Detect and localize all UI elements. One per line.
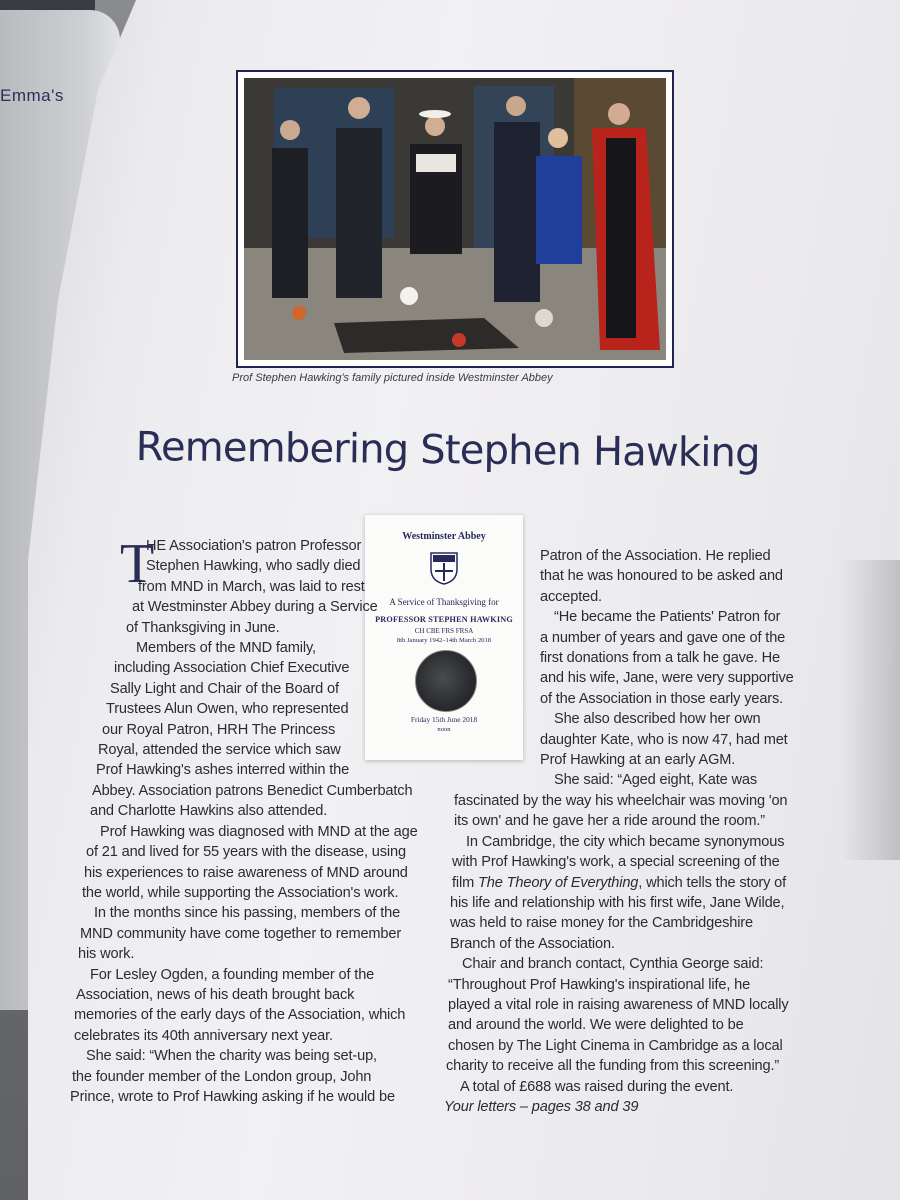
order-title: Westminster Abbey [402, 531, 486, 542]
text-line: For Lesley Ogden, a founding member of the [90, 966, 375, 983]
text-line [452, 873, 794, 893]
order-date: Friday 15th June 2018 [410, 715, 478, 724]
text-line: Prof Hawking was diagnosed with MND at the age [100, 823, 418, 840]
order-time: noon [437, 726, 451, 733]
text-line: Members of the MND family, [136, 640, 316, 657]
drop-cap: T [120, 533, 155, 595]
text-line: In the months since his passing, members of the [94, 905, 401, 922]
text-line: of the Association in those early years. [540, 690, 784, 707]
text-line: Branch of the Association. [450, 935, 615, 952]
text-line: She said: “Aged eight, Kate was [554, 772, 758, 789]
text-line: “He became the Patients' Patron for [554, 609, 781, 626]
text-line: first donations from a talk he gave. He [540, 650, 780, 667]
text-line: his life and relationship with his first wife, Jane Wilde, [450, 894, 785, 911]
text-line: and around the world. We were delighted to be [448, 1017, 744, 1034]
text-line: including Association Chief Executive [114, 660, 350, 677]
text-line: the world, while supporting the Association's work. [82, 884, 399, 901]
photo-image [244, 78, 666, 360]
photo-caption: Prof Stephen Hawking's family pictured inside Westminster Abbey [232, 372, 553, 384]
text-line: Your letters – pages 38 and 39 [444, 1098, 639, 1115]
text-line: HE Association's patron Professor [146, 538, 362, 554]
text-line: Prince, wrote to Prof Hawking asking if he would be [70, 1088, 395, 1105]
text-line: A total of £688 was raised during the event. [460, 1078, 734, 1095]
text-line: In Cambridge, the city which became synonymous [466, 833, 785, 850]
text-line: Patron of the Association. He replied [540, 548, 771, 564]
text-line: Royal, attended the service which saw [98, 742, 341, 759]
text-line: the founder member of the London group, John [72, 1068, 372, 1085]
photo-illustration [244, 78, 666, 360]
family-photo [236, 70, 674, 368]
text-line: Stephen Hawking, who sadly died [146, 558, 361, 575]
text-line [452, 852, 794, 872]
text-line: fascinated by the way his wheelchair was moving 'on [454, 792, 788, 809]
text-span: , which tells the story of [638, 874, 787, 891]
text-line: from MND in March, was laid to rest [138, 578, 365, 595]
order-honours: CH CBE FRS FRSA [414, 627, 474, 635]
text-line: daughter Kate, who is now 47, had met [540, 731, 788, 748]
text-line: She said: “When the charity was being set-up, [86, 1048, 377, 1065]
text-line: Sally Light and Chair of the Board of [110, 680, 339, 697]
text-line: at Westminster Abbey during a Service [132, 599, 378, 616]
text-span: film [452, 874, 475, 891]
text-line: his work. [78, 946, 135, 963]
text-line: Abbey. Association patrons Benedict Cumberbatch [92, 782, 413, 799]
text-line: She also described how her own [554, 711, 761, 728]
text-line: accepted. [540, 588, 602, 605]
text-line: memories of the early days of the Association, which [74, 1007, 406, 1024]
abbey-crest-icon [429, 551, 459, 585]
text-line: of 21 and lived for 55 years with the disease, using [86, 844, 406, 861]
text-line: played a vital role in raising awareness of MND locally [448, 996, 789, 1013]
text-line: its own' and he gave her a ride around the room.” [454, 813, 766, 830]
page-shadow [840, 560, 900, 860]
text-line: that he was honoured to be asked and [540, 568, 783, 585]
text-line: a number of years and gave one of the [540, 629, 786, 646]
order-name: PROFESSOR STEPHEN HAWKING [375, 615, 513, 624]
order-service-line: A Service of Thanksgiving for [389, 597, 499, 607]
article-headline: Remembering Stephen Hawking [135, 424, 760, 477]
text-line: charity to receive all the funding from this screening.” [446, 1058, 780, 1075]
order-portrait-disc [415, 650, 477, 712]
text-line: was held to raise money for the Cambridgeshire [450, 915, 753, 932]
text-line: MND community have come together to remember [80, 925, 402, 942]
order-dates: 8th January 1942–14th March 2018 [396, 637, 492, 644]
text-line: and his wife, Jane, were very supportive [540, 670, 794, 687]
text-line: Chair and branch contact, Cynthia George said: [462, 956, 764, 973]
text-line: celebrates its 40th anniversary next year. [74, 1027, 333, 1044]
text-line: Trustees Alun Owen, who represented [106, 701, 349, 718]
text-line: our Royal Patron, HRH The Princess [102, 721, 336, 738]
text-line: “Throughout Prof Hawking's inspirational life, he [448, 976, 751, 993]
previous-page-label: Emma's [0, 86, 64, 105]
text-line: Prof Hawking's ashes interred within the [96, 762, 350, 779]
text-line: Prof Hawking at an early AGM. [540, 752, 736, 769]
text-line: chosen by The Light Cinema in Cambridge as a local [448, 1037, 783, 1054]
text-line: of Thanksgiving in June. [126, 619, 280, 636]
film-title: The Theory of Everything [478, 874, 639, 891]
text-span: with Prof Hawking's work, a special screening of the [452, 854, 780, 871]
text-line: Association, news of his death brought back [76, 986, 355, 1003]
text-line: his experiences to raise awareness of MND around [84, 864, 408, 881]
article-left-column [70, 536, 418, 1107]
text-line: and Charlotte Hawkins also attended. [90, 803, 328, 820]
